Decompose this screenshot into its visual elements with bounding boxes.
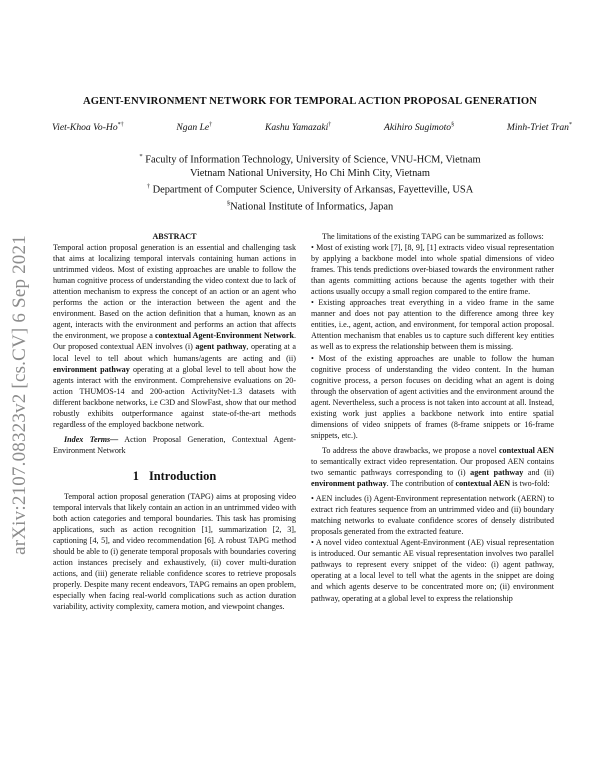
limitations-intro: The limitations of the existing TAPG can be summarized as follows: (322, 232, 544, 241)
affiliations (40, 150, 580, 214)
arxiv-sidebar (2, 200, 38, 590)
affiliation-line: §National Institute of Informatics, Japan (226, 199, 394, 213)
right-column (311, 231, 554, 604)
abstract-heading: ABSTRACT (152, 232, 197, 241)
affiliation-line: † Department of Computer Science, University of Arkansas, Fayetteville, USA (146, 183, 474, 196)
author-list (52, 122, 572, 133)
author: Minh-Triet Tran* (506, 122, 572, 134)
bullet-item: • Existing approaches treat everything in a video frame in the same manner and does not pay attention to the difference among three key entities, i.e., agent, action, and environment, for temporal action proposal. Attention mechanism that enables us to capture such different key entities as well as to express the relationship between them is missing. (311, 298, 554, 352)
left-column (53, 231, 296, 613)
bullet-item: • AEN includes (i) Agent-Environment representation network (AERN) to extract rich features sequence from an untrimmed video and (ii) boundary matching networks to evaluate confidence scores of densely distributed proposals generated from the extracted feature. (311, 494, 554, 537)
author: Kashu Yamazaki† (264, 122, 332, 134)
index-terms: Index Terms— Action Proposal Generation, Contextual Agent-Environment Network (53, 434, 296, 455)
affiliation-line: Vietnam National University, Ho Chi Minh City, Vietnam (190, 167, 430, 179)
author: Ngan Le† (176, 122, 213, 134)
bullet-item: • Most of existing work [7], [8, 9], [1] extracts video visual representation by applying a backbone model into whole spatial dimensions of video frames. This tends predictions over-biased towards the environment rather than agents committing actions because the agents together with their actions usually occupy a small region compared to the entire frame. (311, 243, 554, 297)
author: Viet-Khoa Vo-Ho*† (52, 122, 124, 134)
bullet-item: • A novel video contextual Agent-Environment (AE) visual representation is introduced. Our semantic AE visual representation involves two parallel pathways to represent every snippet of the video: (i) agent pathway, operating at a local level to tell what the agents in the snippet are doing and which agents deserve to be concentrated more on; (ii) environment pathway, operating at a global level to express the relationship (311, 538, 554, 603)
author: Akihiro Sugimoto§ (384, 122, 455, 134)
affiliation-line: * Faculty of Information Technology, University of Science, VNU-HCM, Vietnam (139, 153, 481, 166)
section-heading: 1 Introduction (132, 468, 217, 483)
bullet-item: • Most of the existing approaches are unable to follow the human cognitive process of understanding the video content. In the human cognitive process, a person focuses on deciding what an agent is doing through the observation of agent activities and the environment around the agent. Nevertheless, such a process is not taken into account at all. Instead, existing work just applies a backbone network into entire spatial dimensions of video snippets of frames (8-frame snippets or 16-frame snippets, etc.). (311, 353, 554, 440)
abstract-body: Temporal action proposal generation is an essential and challenging task that aims at localizing temporal intervals containing human actions in untrimmed videos. Most of existing approaches are unable to follow the human cognitive process of understanding the video context due to lack of attention mechanism to express the concept of an action or an agent who performs the action or the interaction between the agent and the environment. Based on the action definition that a human, known as an agent, interacts with the environment and performs an action that affects the environment, we propose a contextual Agent-Environment Network. Our proposed contextual AEN involves (i) agent pathway, operating at a local level to tell about which humans/agents are acting and (ii) environment pathway operating at a global level to tell about how the agents interact with the environment. Comprehensive evaluations on 20-action THUMOS-14 and 200-action ActivityNet-1.3 datasets with different backbone networks, i.e C3D and SlowFast, show that our method robustly exhibits outperformance against state-of-the-art methods regardless of the employed backbone network. (53, 243, 296, 429)
intro-paragraph: Temporal action proposal generation (TAPG) aims at proposing video temporal intervals that likely contain an action in an untrimmed video with both action categories and temporal boundaries. This task has promising applications, such as action recognition [1], summarization [2, 3], captioning [4, 5], and video recommendation [6]. A robust TAPG method should be able to (i) generate temporal proposals with boundaries covering action instances precisely and exhaustively, (ii) cover multi-duration actions, and (iii) generate reliable confidence scores to retrieve proposals properly. Despite many recent endeavors, TAPG remains an open problem, especially when facing real-world complications such as action duration variability, activity complexity, camera motion, and viewpoint changes. (53, 491, 296, 612)
paper-title: AGENT-ENVIRONMENT NETWORK FOR TEMPORAL ACTION PROPOSAL GENERATION (82, 96, 538, 107)
arxiv-id: arXiv:2107.08323v2 [cs.CV] 6 Sep 2021 (9, 235, 31, 555)
proposal-paragraph: To address the above drawbacks, we propose a novel contextual AEN to semantically extract video representation. Our proposed AEN contains two semantic pathways corresponding to (i) agent pathway and (ii) environment pathway. The contribution of contextual AEN is two-fold: (311, 445, 554, 489)
